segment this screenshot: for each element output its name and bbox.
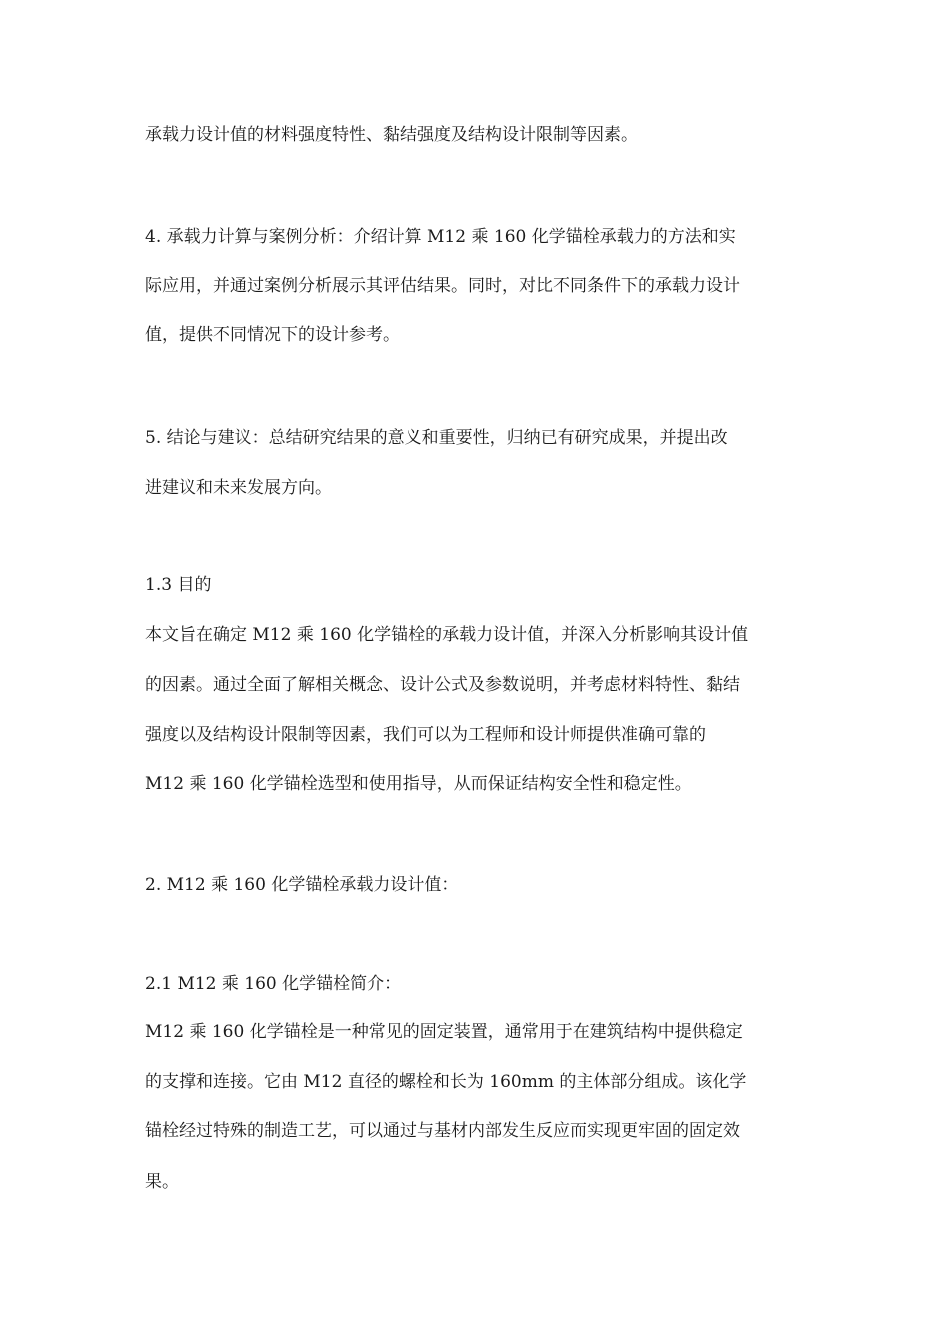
paragraph-line: 强度以及结构设计限制等因素，我们可以为工程师和设计师提供准确可靠的 xyxy=(145,725,706,745)
list-item-4-line: 际应用，并通过案例分析展示其评估结果。同时，对比不同条件下的承载力设计 xyxy=(145,276,740,296)
paragraph-line: 果。 xyxy=(145,1172,179,1192)
list-item-5-line: 5. 结论与建议：总结研究结果的意义和重要性，归纳已有研究成果，并提出改 xyxy=(145,428,728,448)
section-heading-1-3: 1.3 目的 xyxy=(145,575,212,595)
paragraph-line: 本文旨在确定 M12 乘 160 化学锚栓的承载力设计值，并深入分析影响其设计值 xyxy=(145,625,749,645)
section-heading-2-1: 2.1 M12 乘 160 化学锚栓简介： xyxy=(145,974,402,994)
list-item-4-line: 4. 承载力计算与案例分析：介绍计算 M12 乘 160 化学锚栓承载力的方法和实 xyxy=(145,227,736,247)
paragraph-line: M12 乘 160 化学锚栓是一种常见的固定装置，通常用于在建筑结构中提供稳定 xyxy=(145,1022,743,1042)
list-item-4-line: 值，提供不同情况下的设计参考。 xyxy=(145,325,400,345)
paragraph-line: 锚栓经过特殊的制造工艺，可以通过与基材内部发生反应而实现更牢固的固定效 xyxy=(145,1121,740,1141)
paragraph-line: M12 乘 160 化学锚栓选型和使用指导，从而保证结构安全性和稳定性。 xyxy=(145,774,692,794)
text-line: 承载力设计值的材料强度特性、黏结强度及结构设计限制等因素。 xyxy=(145,125,638,145)
list-item-5-line: 进建议和未来发展方向。 xyxy=(145,478,332,498)
paragraph-line: 的支撑和连接。它由 M12 直径的螺栓和长为 160mm 的主体部分组成。该化学 xyxy=(145,1072,747,1092)
section-heading-2: 2. M12 乘 160 化学锚栓承载力设计值： xyxy=(145,875,459,895)
paragraph-line: 的因素。通过全面了解相关概念、设计公式及参数说明，并考虑材料特性、黏结 xyxy=(145,675,740,695)
